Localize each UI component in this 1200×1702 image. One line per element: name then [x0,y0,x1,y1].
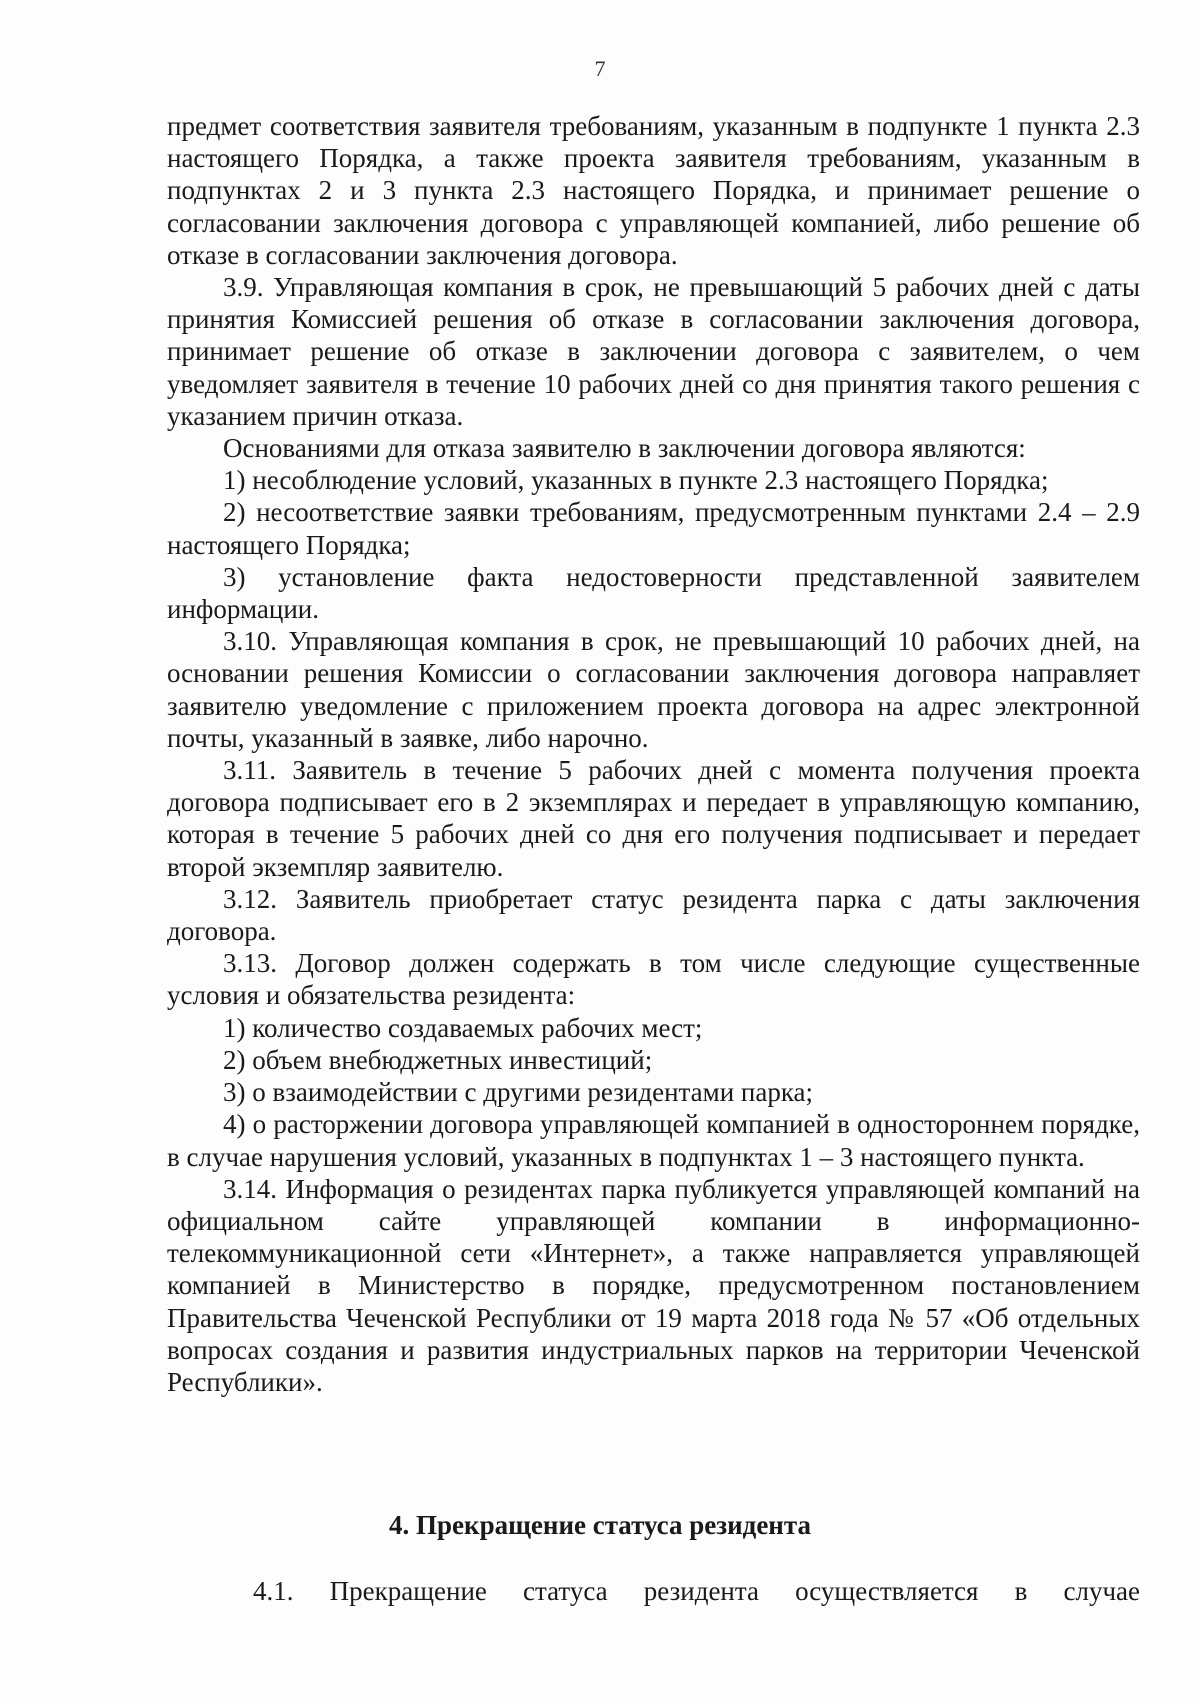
paragraph-refusal-grounds: Основаниями для отказа заявителю в заключении договора являются: [223,433,1026,464]
paragraph-3-14: 3.14. Информация о резидентах парка публикуется управляющей компаний на официальном сайте управляющей компании в информационно-телекоммуникационной сети «Интернет», а также направляется управляющей компанией в Министерство в порядке, предусмотренном постановлением Правительства Чеченской Республики от 19 марта 2018 года № 57 «Об отдельных вопросах создания и развития индустриальных парков на территории Чеченской Республики». [167,1173,1140,1397]
paragraph-4-1: 4.1. Прекращение статуса резидента осуществляется в случае [253,1576,1140,1606]
list-item-refusal-2: 2) несоответствие заявки требованиям, предусмотренным пунктами 2.4 – 2.9 настоящего Порядка; [167,497,1140,560]
paragraph-3-9: 3.9. Управляющая компания в срок, не превышающий 5 рабочих дней с даты принятия Комиссией решения об отказе в согласовании заключения договора, принимает решение об отказе в заключении договора с заявителем, о чем уведомляет заявителя в течение 10 рабочих дней со дня принятия такого решения с указанием причин отказа. [167,272,1140,431]
list-item-refusal-3: 3) установление факта недостоверности представленной заявителем информации. [167,561,1140,625]
paragraph-3-12: 3.12. Заявитель приобретает статус резидента парка с даты заключения договора. [167,883,1140,947]
page-number: 7 [594,56,606,81]
section-heading: 4. Прекращение статуса резидента [389,1510,811,1540]
paragraph-3-11: 3.11. Заявитель в течение 5 рабочих дней с момента получения проекта договора подписывает его в 2 экземплярах и передает в управляющую компанию, которая в течение 5 рабочих дней со дня его получения подписывает и передает второй экземпляр заявителю. [167,755,1140,882]
paragraph-3-10: 3.10. Управляющая компания в срок, не превышающий 10 рабочих дней, на основании решения Комиссии о согласовании заключения договора направляет заявителю уведомление с приложением проекта договора на адрес электронной почты, указанный в заявке, либо нарочно. [167,626,1140,753]
paragraph-continuation: предмет соответствия заявителя требованиям, указанным в подпункте 1 пункта 2.3 настоящего Порядка, а также проекта заявителя требованиям, указанным в подпунктах 2 и 3 пункта 2.3 настоящего Порядка, и принимает решение о согласовании заключения договора с управляющей компанией, либо решение об отказе в согласовании заключения договора. [167,111,1140,270]
list-item-condition-2: 2) объем внебюджетных инвестиций; [223,1044,653,1075]
list-item-refusal-1: 1) несоблюдение условий, указанных в пункте 2.3 настоящего Порядка; [223,465,1049,496]
list-item-condition-1: 1) количество создаваемых рабочих мест; [223,1012,703,1043]
list-item-condition-3: 3) о взаимодействии с другими резидентами парка; [223,1077,814,1108]
document-body [167,110,1140,1398]
paragraph-3-13: 3.13. Договор должен содержать в том числе следующие существенные условия и обязательства резидента: [167,948,1140,1011]
list-item-condition-4: 4) о расторжении договора управляющей компанией в одностороннем порядке, в случае нарушения условий, указанных в подпунктах 1 – 3 настоящего пункта. [167,1109,1140,1172]
